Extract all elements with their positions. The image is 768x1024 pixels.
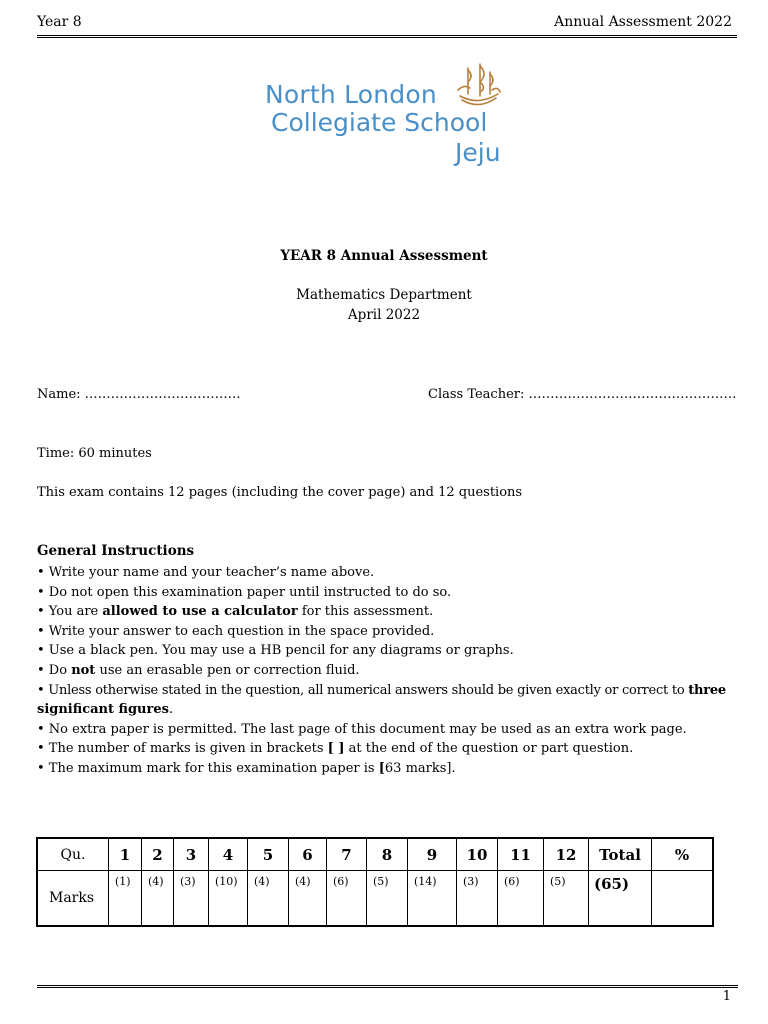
question-number: 11: [498, 838, 544, 871]
instructions-list: [37, 563, 737, 779]
table-row: [37, 838, 713, 871]
instruction-item: • Do not open this examination paper until instructed to do so.: [37, 584, 452, 600]
question-row-label: Qu.: [37, 838, 109, 871]
exam-date: April 2022: [347, 307, 421, 323]
footer-rule: [37, 985, 738, 988]
instruction-item: • No extra paper is permitted. The last page of this document may be used as an extra work page.: [37, 721, 687, 737]
logo-line-3: Jeju: [455, 138, 501, 167]
question-number: 7: [327, 838, 367, 871]
question-number: 1: [109, 838, 142, 871]
question-number: 5: [248, 838, 289, 871]
total-label: Total: [589, 838, 652, 871]
question-marks: (6): [327, 871, 367, 927]
exam-title: YEAR 8 Annual Assessment: [280, 248, 488, 264]
marks-row-label: Marks: [37, 871, 109, 927]
percent-cell: [652, 871, 714, 927]
instruction-item: • Use a black pen. You may use a HB pencil for any diagrams or graphs.: [37, 643, 514, 659]
total-marks: (65): [589, 871, 652, 927]
question-marks: (6): [498, 871, 544, 927]
header-right: Annual Assessment 2022: [554, 14, 732, 30]
instruction-item: • Unless otherwise stated in the question, all numerical answers should be given exactly or correct to three: [37, 682, 726, 698]
exam-time: Time: 60 minutes: [37, 446, 152, 461]
question-number: 12: [544, 838, 589, 871]
class-teacher-field: Class Teacher: …………………………………………: [428, 387, 737, 402]
logo-line-1: North London: [265, 80, 437, 109]
question-number: 2: [142, 838, 174, 871]
page-number: 1: [722, 989, 731, 1004]
logo-line-2: Collegiate School: [271, 108, 488, 137]
instruction-item: • The maximum mark for this examination paper is [63 marks].: [37, 760, 456, 776]
table-row: [37, 871, 713, 927]
question-marks: (3): [174, 871, 209, 927]
instruction-item: significant figures.: [37, 702, 174, 718]
department: Mathematics Department: [296, 287, 472, 303]
question-marks: (3): [457, 871, 498, 927]
marks-table: [36, 837, 714, 927]
question-marks: (4): [142, 871, 174, 927]
question-marks: (4): [289, 871, 327, 927]
ship-emblem-icon: [454, 60, 504, 112]
question-marks: (1): [109, 871, 142, 927]
question-marks: (14): [408, 871, 457, 927]
instruction-item: • Do not use an erasable pen or correction fluid.: [37, 662, 360, 678]
question-number: 9: [408, 838, 457, 871]
question-marks: (4): [248, 871, 289, 927]
instruction-item: • The number of marks is given in brackets [ ] at the end of the question or part question.: [37, 741, 634, 757]
question-marks: (5): [367, 871, 408, 927]
question-number: 6: [289, 838, 327, 871]
exam-contents: This exam contains 12 pages (including the cover page) and 12 questions: [37, 485, 523, 500]
instruction-item: • Write your name and your teacher’s name above.: [37, 565, 375, 580]
header-rule: [37, 35, 737, 38]
header-left: Year 8: [37, 14, 82, 30]
name-field: Name: ………………………………: [37, 387, 241, 402]
question-number: 4: [209, 838, 248, 871]
question-number: 3: [174, 838, 209, 871]
question-marks: (5): [544, 871, 589, 927]
percent-label: %: [652, 838, 714, 871]
instruction-item: • Write your answer to each question in the space provided.: [37, 623, 435, 639]
school-logo: [262, 60, 512, 180]
question-number: 8: [367, 838, 408, 871]
question-marks: (10): [209, 871, 248, 927]
instruction-item: • You are allowed to use a calculator for this assessment.: [37, 604, 434, 620]
instructions-heading: General Instructions: [37, 543, 195, 559]
question-number: 10: [457, 838, 498, 871]
